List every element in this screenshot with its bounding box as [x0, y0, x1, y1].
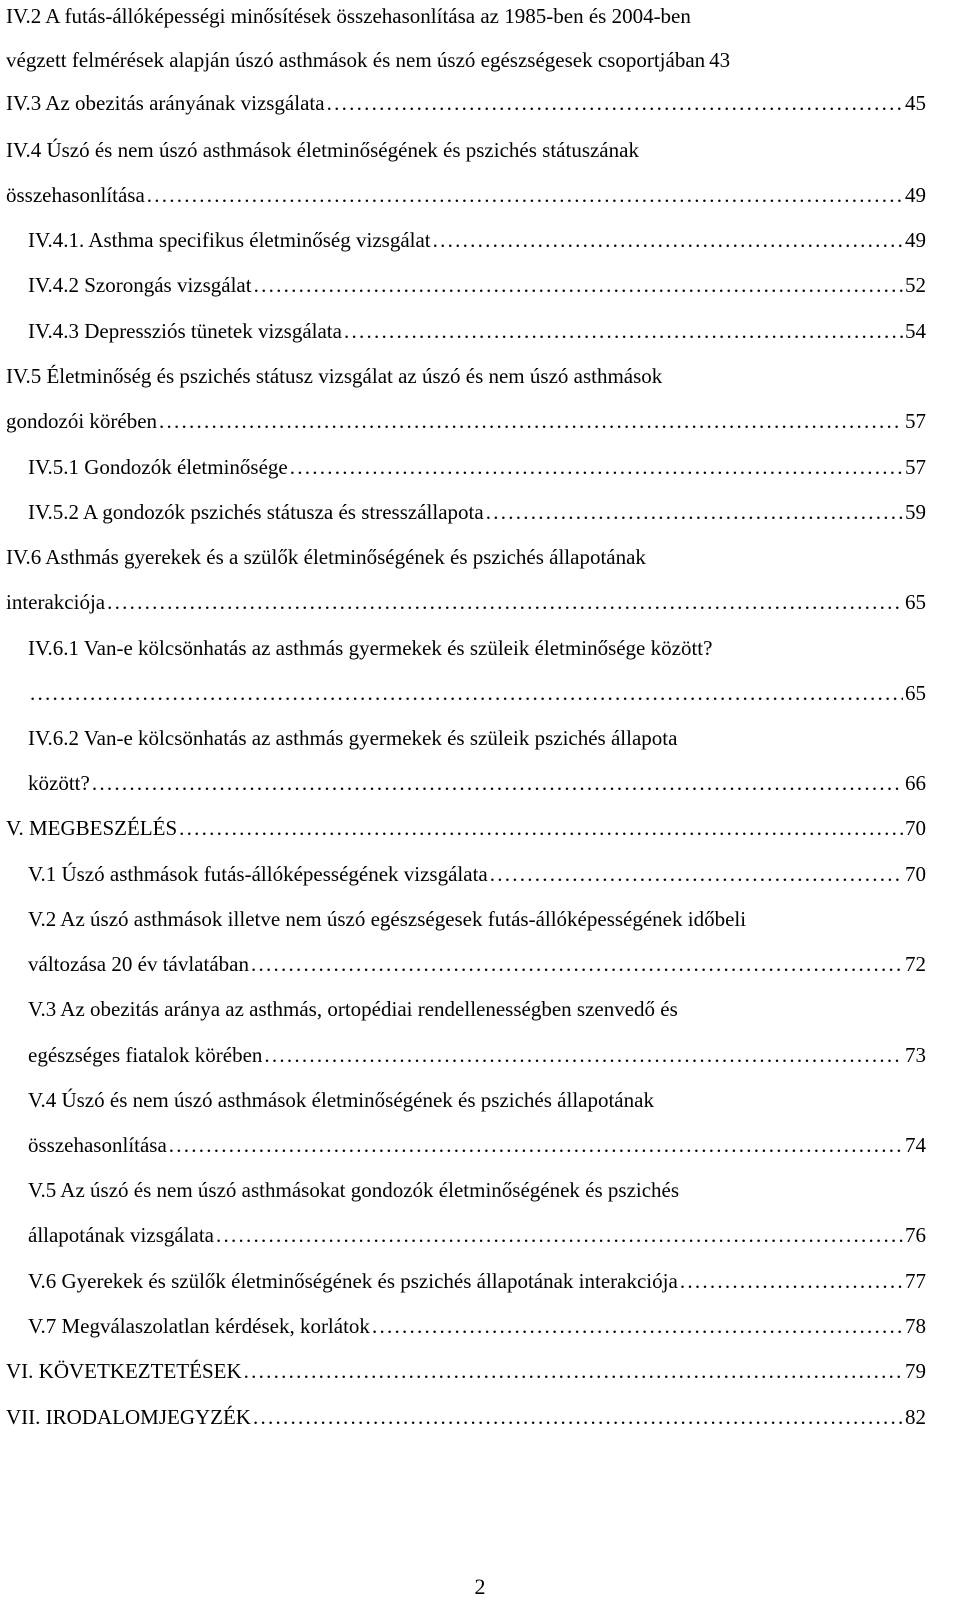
- toc-leader-dots: [433, 227, 903, 253]
- toc-leader-dots: [264, 1042, 903, 1068]
- toc-page-number: 65: [905, 590, 926, 614]
- toc-entry-iv-4-cont[interactable]: [6, 182, 926, 208]
- toc-page-number: 66: [905, 771, 926, 795]
- toc-entry-text: interakciója: [6, 590, 106, 614]
- toc-entry-text: gondozói körében: [6, 409, 158, 433]
- toc-entry-text: V.3 Az obezitás aránya az asthmás, ortopédiai rendellenességben szenvedő és: [28, 997, 678, 1021]
- toc-leader-dots: [92, 770, 903, 796]
- toc-leader-dots: [147, 182, 903, 208]
- toc-entry-iv-6-1[interactable]: [28, 635, 926, 661]
- toc-entry-text: végzett felmérések alapján úszó asthmások és nem úszó egészségesek csoportjában: [6, 48, 706, 72]
- toc-entry-iv-6-2-cont[interactable]: [28, 770, 926, 796]
- toc-page-number: 72: [905, 952, 926, 976]
- toc-entry-text: V.4 Úszó és nem úszó asthmások életminőségének és pszichés állapotának: [28, 1088, 654, 1112]
- toc-entry-v-3-cont[interactable]: [28, 1042, 926, 1068]
- toc-entry-text: egészséges fiatalok körében: [28, 1043, 263, 1067]
- toc-page-number: 70: [905, 816, 926, 840]
- toc-leader-dots: [179, 815, 903, 841]
- toc-entry-text: VII. IRODALOMJEGYZÉK: [6, 1405, 251, 1429]
- toc-page-number: 76: [905, 1223, 926, 1247]
- toc-page-number: 45: [905, 91, 926, 115]
- toc-page-number: 70: [905, 862, 926, 886]
- toc-leader-dots: [490, 861, 903, 887]
- toc-leader-dots: [344, 318, 903, 344]
- toc-entry-text: között?: [28, 771, 90, 795]
- toc-page-number: 73: [905, 1043, 926, 1067]
- toc-entry-text: összehasonlítása: [6, 183, 145, 207]
- toc-entry-iv-3[interactable]: [6, 90, 926, 116]
- toc-leader-dots: [244, 1358, 903, 1384]
- toc-leader-dots: [254, 272, 903, 298]
- toc-leader-dots: [107, 589, 903, 615]
- toc-entry-text: V.1 Úszó asthmások futás-állóképességének vizsgálata: [28, 862, 488, 886]
- toc-leader-dots: [486, 499, 903, 525]
- toc-leader-dots: [680, 1268, 903, 1294]
- toc-leader-dots: [253, 1404, 903, 1430]
- toc-entry-v-1[interactable]: [28, 861, 926, 887]
- toc-entry-iv-4-1[interactable]: [28, 227, 926, 253]
- toc-leader-dots: [159, 408, 903, 434]
- toc-page-number: 49: [905, 183, 926, 207]
- toc-page-number: 52: [905, 273, 926, 297]
- toc-entry-v-2[interactable]: [28, 906, 926, 932]
- toc-entry-text: IV.4.3 Depressziós tünetek vizsgálata: [28, 319, 342, 343]
- toc-entry-iv-2[interactable]: [6, 3, 924, 29]
- toc-entry-iv-6[interactable]: [6, 544, 926, 570]
- toc-page-number: 43: [709, 48, 731, 72]
- toc-page-number: 65: [905, 681, 926, 705]
- toc-leader-dots: [327, 90, 903, 116]
- toc-entry-v-3[interactable]: [28, 996, 926, 1022]
- toc-entry-v-7[interactable]: [28, 1313, 926, 1339]
- toc-entry-v-4-cont[interactable]: [28, 1132, 926, 1158]
- toc-page-number: 57: [905, 409, 926, 433]
- toc-entry-text: IV.4.2 Szorongás vizsgálat: [28, 273, 252, 297]
- toc-entry-iv-5[interactable]: [6, 363, 926, 389]
- toc-entry-text: IV.2 A futás-állóképességi minősítések összehasonlítása az 1985-ben és 2004-ben: [6, 4, 691, 28]
- toc-entry-text: változása 20 év távlatában: [28, 952, 249, 976]
- toc-entry-vi[interactable]: [6, 1358, 926, 1384]
- toc-entry-text: összehasonlítása: [28, 1133, 167, 1157]
- page-number: 2: [474, 1574, 486, 1599]
- toc-entry-text: V.7 Megválaszolatlan kérdések, korlátok: [28, 1314, 370, 1338]
- toc-page-number: 77: [905, 1269, 926, 1293]
- toc-entry-iv-6-cont[interactable]: [6, 589, 926, 615]
- toc-entry-v[interactable]: [6, 815, 926, 841]
- toc-entry-text: V.5 Az úszó és nem úszó asthmásokat gondozók életminőségének és pszichés: [28, 1178, 680, 1202]
- toc-entry-text: IV.4 Úszó és nem úszó asthmások életminőségének és pszichés státuszának: [6, 138, 639, 162]
- toc-leader-dots: [372, 1313, 903, 1339]
- toc-entry-iv-4-2[interactable]: [28, 272, 926, 298]
- toc-page-number: 74: [905, 1133, 926, 1157]
- toc-entry-text: IV.3 Az obezitás arányának vizsgálata: [6, 91, 325, 115]
- toc-entry-text: IV.5 Életminőség és pszichés státusz vizsgálat az úszó és nem úszó asthmások: [6, 364, 663, 388]
- toc-leader-dots: [290, 454, 903, 480]
- toc-entry-text: VI. KÖVETKEZTETÉSEK: [6, 1359, 242, 1383]
- toc-leader-dots: [251, 951, 903, 977]
- toc-entry-text: IV.4.1. Asthma specifikus életminőség vizsgálat: [28, 228, 431, 252]
- toc-entry-text: V.6 Gyerekek és szülők életminőségének és pszichés állapotának interakciója: [28, 1269, 678, 1293]
- toc-page-number: 79: [905, 1359, 926, 1383]
- toc-entry-v-6[interactable]: [28, 1268, 926, 1294]
- toc-page-number: 82: [905, 1405, 926, 1429]
- toc-entry-v-2-cont[interactable]: [28, 951, 926, 977]
- toc-entry-v-5-cont[interactable]: [28, 1222, 926, 1248]
- toc-page-number: 78: [905, 1314, 926, 1338]
- toc-page-number: 49: [905, 228, 926, 252]
- toc-entry-text: IV.6.2 Van-e kölcsönhatás az asthmás gyermekek és szüleik pszichés állapota: [28, 726, 678, 750]
- toc-page-number: 54: [905, 319, 926, 343]
- toc-entry-v-4[interactable]: [28, 1087, 926, 1113]
- toc-leader-dots: [30, 680, 903, 706]
- toc-leader-dots: [169, 1132, 903, 1158]
- toc-entry-text: állapotának vizsgálata: [28, 1223, 214, 1247]
- toc-entry-iv-5-2[interactable]: [28, 499, 926, 525]
- toc-entry-iv-5-1[interactable]: [28, 454, 926, 480]
- toc-entry-iv-4-3[interactable]: [28, 318, 926, 344]
- toc-entry-text: IV.5.1 Gondozók életminősége: [28, 455, 288, 479]
- toc-entry-iv-6-2[interactable]: [28, 725, 926, 751]
- toc-entry-text: IV.6.1 Van-e kölcsönhatás az asthmás gyermekek és szüleik életminősége között?: [28, 636, 713, 660]
- toc-entry-text: V. MEGBESZÉLÉS: [6, 816, 178, 840]
- toc-entry-iv-6-1-cont[interactable]: [28, 680, 926, 706]
- toc-entry-v-5[interactable]: [28, 1177, 926, 1203]
- toc-entry-text: IV.5.2 A gondozók pszichés státusza és stresszállapota: [28, 500, 484, 524]
- toc-page-number: 57: [905, 455, 926, 479]
- toc-entry-text: V.2 Az úszó asthmások illetve nem úszó egészségesek futás-állóképességének időbeli: [28, 907, 747, 931]
- toc-entry-text: IV.6 Asthmás gyerekek és a szülők életminőségének és pszichés állapotának: [6, 545, 646, 569]
- toc-entry-iv-5-cont[interactable]: [6, 408, 926, 434]
- toc-leader-dots: [216, 1222, 903, 1248]
- toc-entry-iv-4[interactable]: [6, 137, 926, 163]
- toc-page-number: 59: [905, 500, 926, 524]
- toc-entry-vii[interactable]: [6, 1404, 926, 1430]
- toc-entry-iv-2-cont[interactable]: [6, 47, 926, 73]
